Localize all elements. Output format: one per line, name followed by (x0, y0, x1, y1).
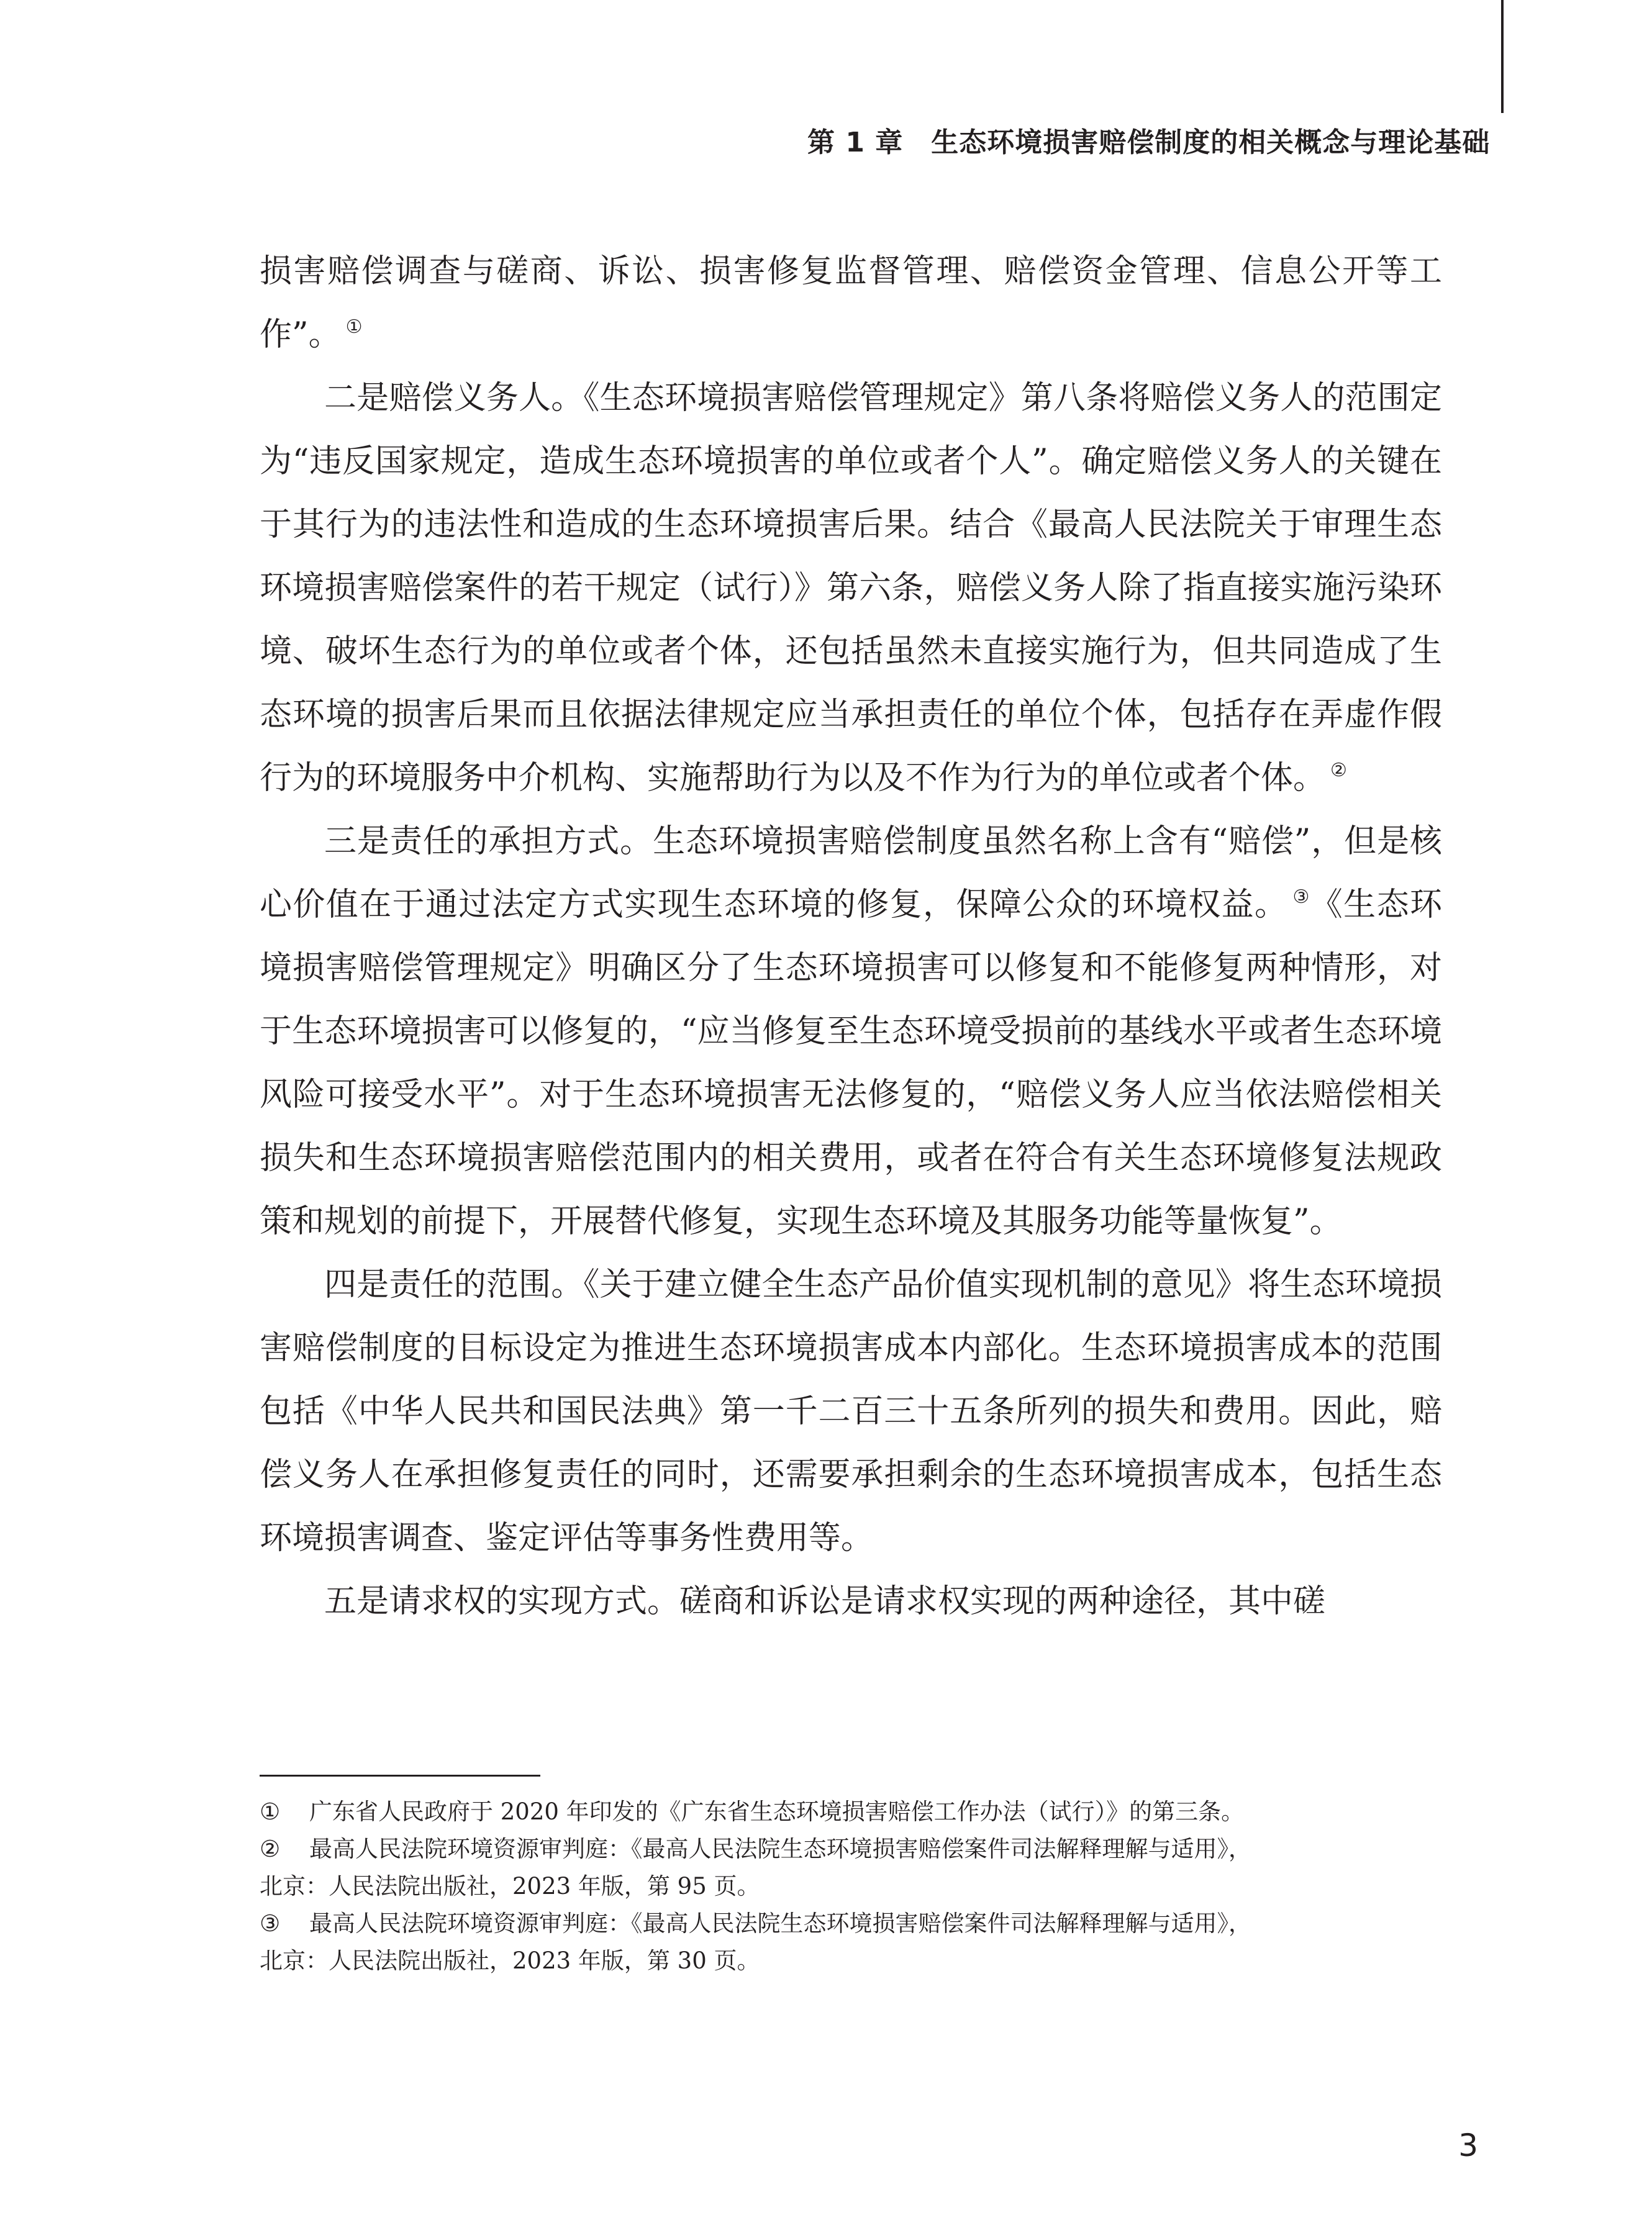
paragraph-text: 《生态环境损害赔偿管理规定》明确区分了生态环境损害可以修复和不能修复两种情形，对于生态环境损害可以修复的，“应当修复至生态环境受损前的基线水平或者生态环境风险可接受水平”。对于生态环境损害无法修复的，“赔偿义务人应当依法赔偿相关损失和生态环境损害赔偿范围内的相关费用，或者在符合有关生态环境修复法规政策和规划的前提下，开展替代修复，实现生态环境及其服务功能等量恢复”。 (260, 886, 1442, 1240)
footnote-2 (260, 1831, 1442, 1868)
footnote-3 (260, 1905, 1442, 1942)
footnote-ref-2[interactable]: ② (1330, 759, 1347, 781)
paragraph-text: 五是请求权的实现方式。磋商和诉讼是请求权实现的两种途径，其中磋 (324, 1583, 1326, 1620)
footnotes (260, 1793, 1442, 1980)
paragraph-text: 三是责任的承担方式。生态环境损害赔偿制度虽然名称上含有“赔偿”，但是核心价值在于通过法定方式实现生态环境的修复，保障公众的环境权益。 (260, 823, 1442, 923)
running-head: 第 1 章 生态环境损害赔偿制度的相关概念与理论基础 (807, 127, 1491, 158)
footnote-ref-3[interactable]: ③ (1292, 886, 1310, 908)
page-edge-rule (1501, 0, 1504, 113)
paragraph-3 (260, 810, 1442, 1253)
paragraph-5 (260, 1570, 1442, 1633)
paragraph-2 (260, 366, 1442, 810)
paragraph-text: 四是责任的范围。《关于建立健全生态产品价值实现机制的意见》将生态环境损害赔偿制度的目标设定为推进生态环境损害成本内部化。生态环境损害成本的范围包括《中华人民共和国民法典》第一千二百三十五条所列的损失和费用。因此，赔偿义务人在承担修复责任的同时，还需要承担剩余的生态环境损害成本，包括生态环境损害调查、鉴定评估等事务性费用等。 (260, 1266, 1442, 1557)
footnote-1 (260, 1793, 1442, 1831)
paragraph-text: 损害赔偿调查与磋商、诉讼、损害修复监督管理、赔偿资金管理、信息公开等工作”。 (260, 253, 1442, 353)
footnote-text: 最高人民法院环境资源审判庭：《最高人民法院生态环境损害赔偿案件司法解释理解与适用》， (309, 1836, 1251, 1862)
footnote-mark: ③ (260, 1910, 281, 1937)
footnote-mark: ① (260, 1798, 281, 1825)
footnote-text: 最高人民法院环境资源审判庭：《最高人民法院生态环境损害赔偿案件司法解释理解与适用》， (309, 1910, 1251, 1937)
footnote-separator (260, 1775, 540, 1777)
footnote-ref-1[interactable]: ① (345, 316, 363, 338)
footnote-text: 广东省人民政府于 2020 年印发的《广东省生态环境损害赔偿工作办法（试行）》的第三条。 (309, 1798, 1245, 1825)
page-number: 3 (1458, 2127, 1478, 2163)
paragraph-4 (260, 1253, 1442, 1570)
footnote-2-continuation: 北京：人民法院出版社，2023 年版，第 95 页。 (260, 1873, 760, 1900)
paragraph-1 (260, 240, 1442, 366)
body-text (260, 240, 1442, 1633)
footnote-mark: ② (260, 1836, 281, 1862)
paragraph-text: 二是赔偿义务人。《生态环境损害赔偿管理规定》第八条将赔偿义务人的范围定为“违反国家规定，造成生态环境损害的单位或者个人”。确定赔偿义务人的关键在于其行为的违法性和造成的生态环境损害后果。结合《最高人民法院关于审理生态环境损害赔偿案件的若干规定（试行）》第六条，赔偿义务人除了指直接实施污染环境、破坏生态行为的单位或者个体，还包括虽然未直接实施行为，但共同造成了生态环境的损害后果而且依据法律规定应当承担责任的单位个体，包括存在弄虚作假行为的环境服务中介机构、实施帮助行为以及不作为行为的单位或者个体。 (260, 379, 1442, 797)
footnote-3-continuation: 北京：人民法院出版社，2023 年版，第 30 页。 (260, 1947, 760, 1974)
